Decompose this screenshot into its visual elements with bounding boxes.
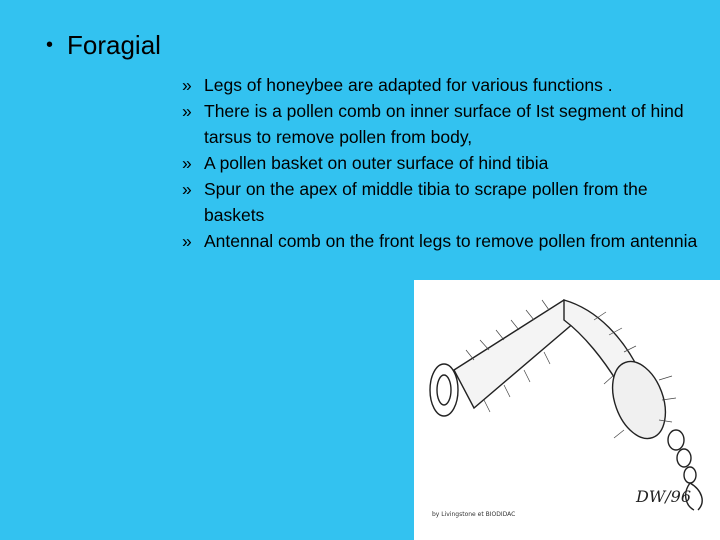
- bullet-text: Spur on the apex of middle tibia to scrape pollen from the baskets: [204, 179, 648, 225]
- tarsus-segment: [668, 430, 684, 450]
- sub-bullet-marker: »: [182, 101, 192, 121]
- sub-bullet-marker: »: [182, 231, 192, 251]
- sub-bullet-marker: »: [182, 179, 192, 199]
- bullet-text: Antennal comb on the front legs to remove pollen from antennia: [204, 231, 698, 251]
- bullet-list: [182, 72, 702, 254]
- bullet-text: Legs of honeybee are adapted for various functions .: [204, 75, 613, 95]
- bullet-item: [182, 176, 702, 228]
- artist-signature: DW/96: [636, 487, 692, 506]
- image-credit: by Livingstone et BIODIDAC: [432, 511, 516, 518]
- title-bullet: •: [46, 34, 54, 56]
- slide-title: [46, 30, 161, 61]
- sub-bullet-marker: »: [182, 75, 192, 95]
- bee-leg-illustration: [414, 280, 720, 540]
- sub-bullet-marker: »: [182, 153, 192, 173]
- bullet-item: [182, 72, 702, 98]
- tarsus-segment: [677, 449, 691, 467]
- bullet-text: There is a pollen comb on inner surface of Ist segment of hind tarsus to remove pollen from body,: [204, 101, 684, 147]
- bullet-text: A pollen basket on outer surface of hind tibia: [204, 153, 549, 173]
- bullet-item: [182, 228, 702, 254]
- tarsus-segment: [684, 467, 696, 483]
- femur-shape: [454, 300, 582, 408]
- bee-leg-drawing: [414, 280, 720, 540]
- bullet-item: [182, 150, 702, 176]
- coxa-shape: [430, 364, 458, 416]
- title-text: Foragial: [67, 30, 161, 60]
- bullet-item: [182, 98, 702, 150]
- coxa-socket: [437, 375, 451, 405]
